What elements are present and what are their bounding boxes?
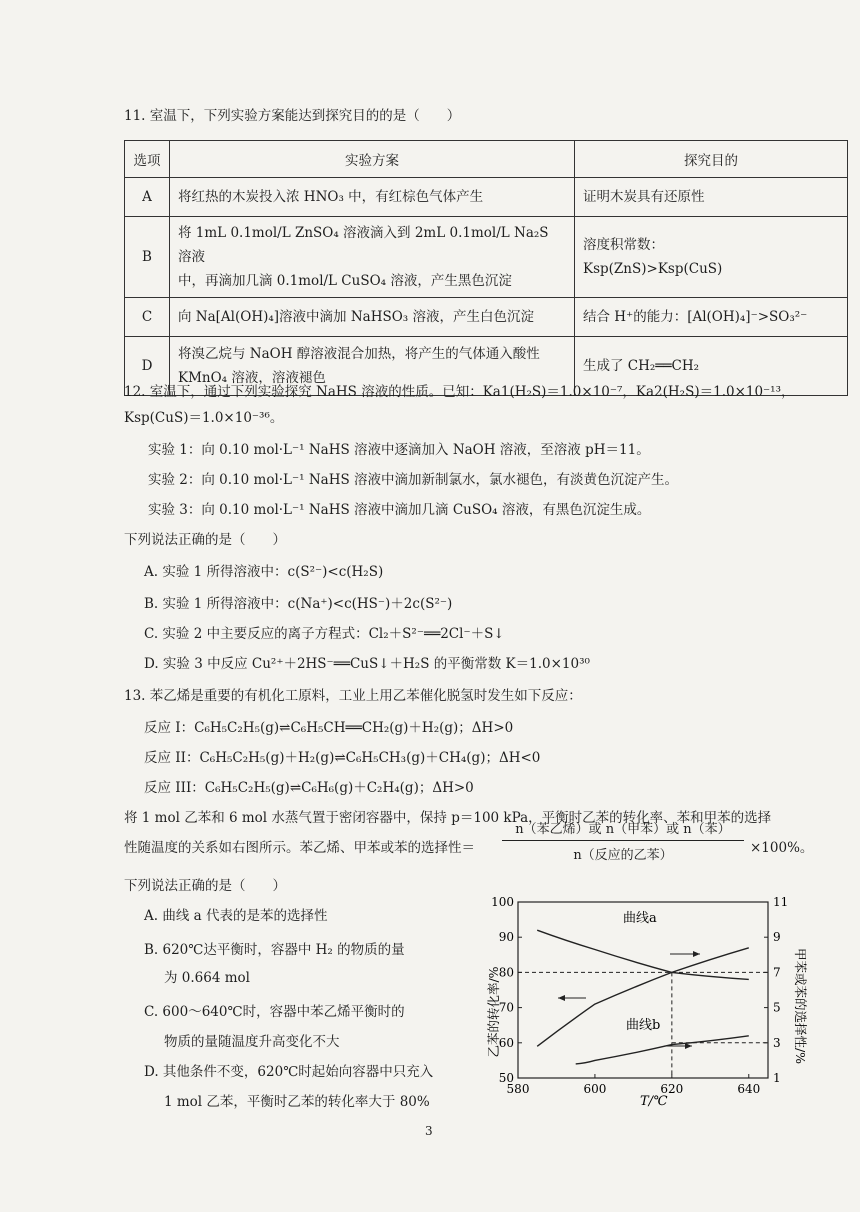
x-tick-label: 600 bbox=[583, 1082, 607, 1096]
y-axis-label-left: 乙苯的转化率/% bbox=[486, 966, 501, 1058]
q11-table bbox=[124, 140, 848, 396]
goal-line: Ksp(ZnS)>Ksp(CuS) bbox=[583, 261, 723, 277]
row-goal bbox=[575, 298, 848, 337]
row-option: D bbox=[125, 337, 170, 396]
q11-title: 11. 室温下，下列实验方案能达到探究目的的是（ ） bbox=[124, 108, 461, 124]
y-tick-label-left: 50 bbox=[498, 1071, 514, 1085]
q12-title: 12. 室温下，通过下列实验探究 NaHS 溶液的性质。已知：Ka1(H₂S)＝1.0×10⁻⁷，Ka2(H₂S)＝1.0×10⁻¹³， bbox=[124, 384, 795, 400]
y-tick-label-left: 100 bbox=[491, 895, 514, 909]
curve-b-label: 曲线b bbox=[626, 1018, 661, 1033]
y-tick-label-right: 3 bbox=[773, 1035, 781, 1050]
goal-line: 证明木炭具有还原性 bbox=[583, 189, 705, 205]
q13-option-d: D. 其他条件不变，620℃时起始向容器中只充入 bbox=[144, 1064, 434, 1080]
page-number: 3 bbox=[425, 1124, 433, 1138]
q12-option-a: A. 实验 1 所得溶液中：c(S²⁻)<c(H₂S) bbox=[144, 564, 384, 580]
y-tick-label-left: 60 bbox=[498, 1035, 514, 1050]
header-option: 选项 bbox=[125, 141, 170, 178]
curve-a-label: 曲线a bbox=[623, 911, 657, 926]
table-header-row bbox=[125, 141, 848, 178]
y-tick-label-right: 7 bbox=[773, 965, 781, 980]
y-tick-label-left: 80 bbox=[498, 965, 514, 980]
plan-line: 向 Na[Al(OH)₄]溶液中滴加 NaHSO₃ 溶液，产生白色沉淀 bbox=[178, 309, 534, 325]
q12-exp3: 实验 3：向 0.10 mol·L⁻¹ NaHS 溶液中滴加几滴 CuSO₄ 溶液，有黑色沉淀生成。 bbox=[148, 502, 651, 518]
selectivity-fraction bbox=[502, 818, 744, 863]
q13-option-c: C. 600～640℃时，容器中苯乙烯平衡时的 bbox=[144, 1004, 405, 1020]
q12-title-cont: Ksp(CuS)＝1.0×10⁻³⁶。 bbox=[124, 410, 284, 426]
goal-line: 结合 H⁺的能力：[Al(OH)₄]⁻>SO₃²⁻ bbox=[583, 309, 808, 325]
fraction-numerator: n（苯乙烯）或 n（甲苯）或 n（苯） bbox=[502, 818, 744, 841]
q13-title: 13. 苯乙烯是重要的有机化工原料，工业上用乙苯催化脱氢时发生如下反应： bbox=[124, 688, 582, 704]
row-option: C bbox=[125, 298, 170, 337]
row-goal bbox=[575, 217, 848, 298]
x-tick-label: 620 bbox=[660, 1082, 684, 1096]
goal-line: 生成了 CH₂══CH₂ bbox=[583, 358, 700, 374]
q13-option-b: B. 620℃达平衡时，容器中 H₂ 的物质的量 bbox=[144, 942, 405, 958]
q13-option-c-cont: 物质的量随温度升高变化不大 bbox=[164, 1034, 340, 1050]
x-axis-label: T/℃ bbox=[640, 1094, 668, 1109]
goal-line: 溶度积常数： bbox=[583, 237, 664, 253]
x-tick-label: 640 bbox=[737, 1082, 761, 1096]
temperature-chart bbox=[478, 888, 808, 1110]
table-row bbox=[125, 178, 848, 217]
row-plan bbox=[170, 217, 575, 298]
y-axis-label-right: 甲苯或苯的选择性/% bbox=[793, 947, 808, 1065]
row-plan bbox=[170, 178, 575, 217]
q12-option-c: C. 实验 2 中主要反应的离子方程式：Cl₂＋S²⁻══2Cl⁻＋S↓ bbox=[144, 626, 505, 642]
fraction-tail: ×100%。 bbox=[750, 840, 814, 856]
q13-option-b-cont: 为 0.664 mol bbox=[164, 970, 250, 986]
header-goal: 探究目的 bbox=[575, 141, 848, 178]
q12-option-d: D. 实验 3 中反应 Cu²⁺＋2HS⁻══CuS↓＋H₂S 的平衡常数 K＝1.0×10³⁰ bbox=[144, 656, 590, 672]
q13-reaction-2: 反应 II：C₆H₅C₂H₅(g)＋H₂(g)⇌C₆H₅CH₃(g)＋CH₄(g)；ΔH<0 bbox=[144, 750, 541, 766]
row-option: B bbox=[125, 217, 170, 298]
y-tick-label-left: 70 bbox=[498, 1000, 514, 1015]
q13-option-a: A. 曲线 a 代表的是苯的选择性 bbox=[144, 908, 328, 924]
q13-option-d-cont: 1 mol 乙苯，平衡时乙苯的转化率大于 80% bbox=[164, 1094, 430, 1110]
q12-exp2: 实验 2：向 0.10 mol·L⁻¹ NaHS 溶液中滴加新制氯水，氯水褪色，有淡黄色沉淀产生。 bbox=[148, 472, 679, 488]
header-plan: 实验方案 bbox=[170, 141, 575, 178]
table-row bbox=[125, 298, 848, 337]
y-tick-label-left: 90 bbox=[498, 930, 514, 945]
y-tick-label-right: 5 bbox=[773, 1000, 781, 1015]
plan-line: 将溴乙烷与 NaOH 醇溶液混合加热，将产生的气体通入酸性 bbox=[178, 346, 540, 362]
q12-prompt: 下列说法正确的是（ ） bbox=[124, 532, 286, 548]
q13-reaction-3: 反应 III：C₆H₅C₂H₅(g)⇌C₆H₆(g)＋C₂H₄(g)；ΔH>0 bbox=[144, 780, 474, 796]
q13-stem-1: 将 1 mol 乙苯和 6 mol 水蒸气置于密闭容器中，保持 p＝100 kPa，平衡时乙苯的转化率、苯和甲苯的选择 bbox=[124, 810, 772, 826]
fraction-denominator: n（反应的乙苯） bbox=[573, 848, 673, 863]
row-plan bbox=[170, 298, 575, 337]
plan-line: 将红热的木炭投入浓 HNO₃ 中，有红棕色气体产生 bbox=[178, 189, 484, 205]
curve-b bbox=[576, 1036, 749, 1064]
table-row bbox=[125, 217, 848, 298]
y-tick-label-right: 1 bbox=[773, 1071, 781, 1085]
row-option: A bbox=[125, 178, 170, 217]
y-tick-label-right: 9 bbox=[773, 930, 781, 945]
plan-line: KMnO₄ 溶液，溶液褪色 bbox=[178, 370, 326, 386]
q12-exp1: 实验 1：向 0.10 mol·L⁻¹ NaHS 溶液中逐滴加入 NaOH 溶液，至溶液 pH＝11。 bbox=[148, 442, 650, 458]
q13-stem-2: 性随温度的关系如右图所示。苯乙烯、甲苯或苯的选择性＝ bbox=[124, 840, 475, 856]
y-tick-label-right: 11 bbox=[773, 895, 789, 909]
q13-prompt: 下列说法正确的是（ ） bbox=[124, 878, 286, 894]
plan-line: 中，再滴加几滴 0.1mol/L CuSO₄ 溶液，产生黑色沉淀 bbox=[178, 273, 512, 289]
q13-reaction-1: 反应 I：C₆H₅C₂H₅(g)⇌C₆H₅CH══CH₂(g)＋H₂(g)；ΔH>0 bbox=[144, 720, 514, 736]
plan-line: 将 1mL 0.1mol/L ZnSO₄ 溶液滴入到 2mL 0.1mol/L Na₂S 溶液 bbox=[178, 225, 549, 265]
row-goal bbox=[575, 178, 848, 217]
x-tick-label: 580 bbox=[506, 1082, 530, 1096]
q12-option-b: B. 实验 1 所得溶液中：c(Na⁺)<c(HS⁻)＋2c(S²⁻) bbox=[144, 596, 453, 612]
